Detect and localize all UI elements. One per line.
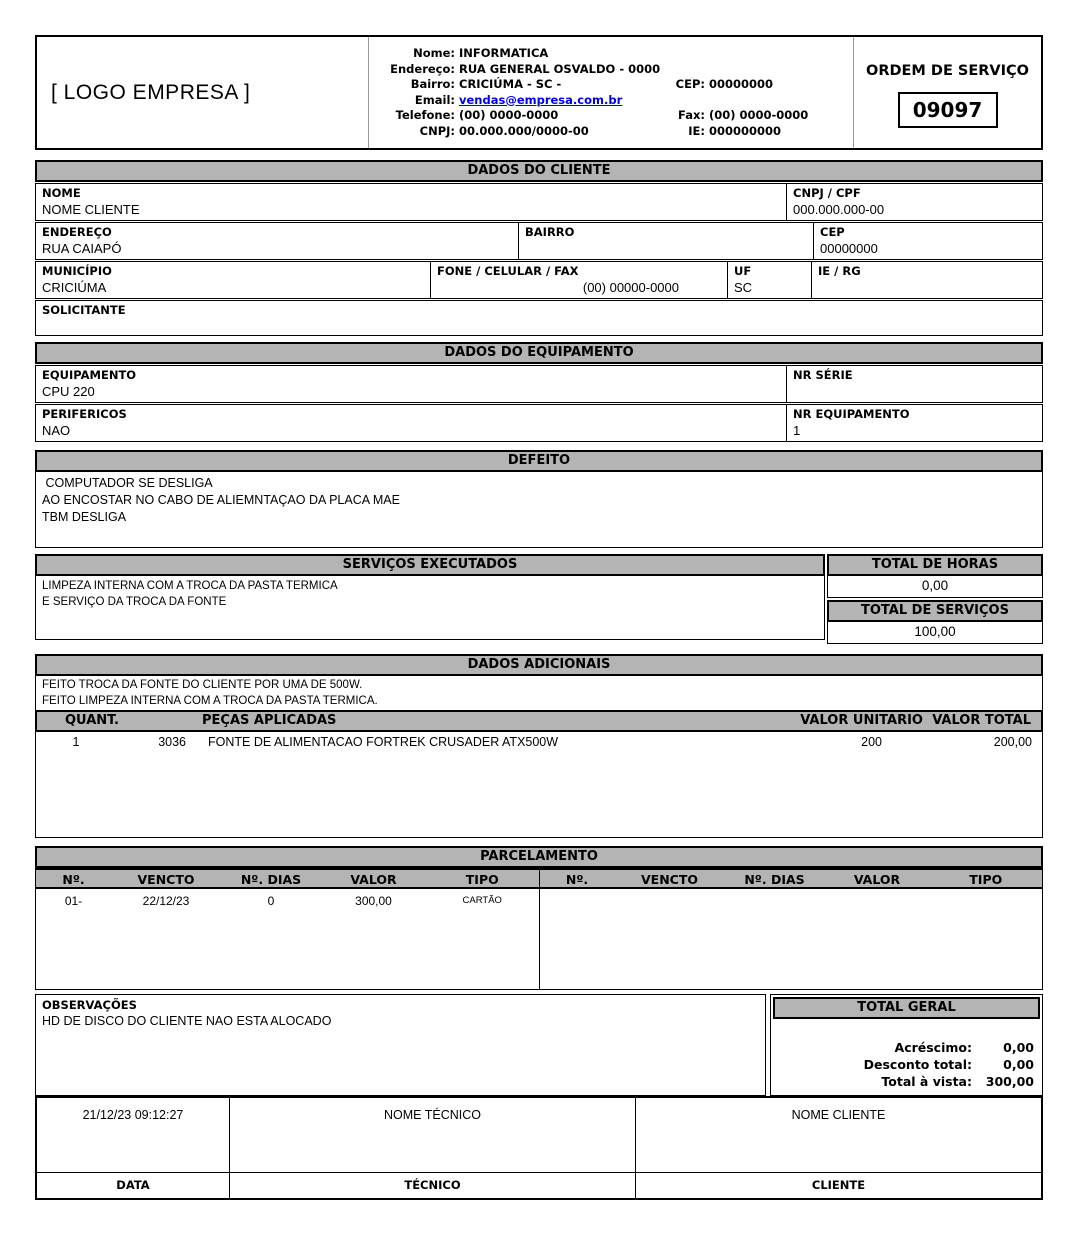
parcelamento-right-headers — [540, 868, 1043, 889]
total-servicos-value: 100,00 — [827, 622, 1043, 644]
acrescimo-value: 0,00 — [1003, 1040, 1034, 1055]
parc-header-num: Nº. — [565, 872, 589, 887]
total-horas-value: 0,00 — [827, 576, 1043, 598]
nr-equipamento-label: NR EQUIPAMENTO — [793, 407, 910, 421]
company-ie-value: 000000000 — [709, 123, 782, 138]
nr-serie-value — [793, 383, 1036, 401]
order-number: 09097 — [898, 92, 998, 128]
servicos-text — [35, 576, 825, 640]
adicionais-line: FEITO TROCA DA FONTE DO CLIENTE POR UMA DE 500W. — [42, 679, 363, 691]
company-logo-text: [ LOGO EMPRESA ] — [51, 80, 251, 104]
acrescimo-row — [773, 1039, 1034, 1056]
company-name-value: INFORMATICA — [459, 46, 549, 60]
equipamento-label: EQUIPAMENTO — [42, 368, 137, 382]
parc-header-dias: Nº. DIAS — [744, 872, 805, 887]
field-equipamento — [36, 366, 786, 402]
peca-valor-unitario: 200 — [861, 735, 882, 749]
servicos-executados — [35, 554, 825, 644]
tecnico-value: NOME TÉCNICO — [384, 1108, 481, 1122]
assinatura-tecnico-col — [229, 1098, 635, 1198]
municipio-label: MUNICÍPIO — [42, 264, 112, 278]
solicitante-value — [42, 318, 1036, 335]
equipamento-row-1 — [35, 365, 1043, 403]
parcelamento-right-half — [539, 868, 1043, 989]
data-label: DATA — [37, 1172, 229, 1198]
uf-label: UF — [734, 264, 752, 278]
header — [35, 35, 1043, 150]
field-solicitante — [36, 301, 1042, 335]
pecas-header-valor-total: VALOR TOTAL — [932, 713, 1031, 728]
fone-label: FONE / CELULAR / FAX — [437, 264, 579, 278]
cliente-row-nome — [35, 183, 1043, 221]
company-phone-row — [375, 108, 847, 124]
peca-descricao: FONTE DE ALIMENTACAO FORTREK CRUSADER ATX500W — [208, 735, 559, 749]
defeito-text — [35, 472, 1043, 548]
parcelamento-row — [36, 889, 539, 989]
section-title-adicionais: DADOS ADICIONAIS — [35, 654, 1043, 676]
company-name-label: Nome: — [413, 46, 455, 60]
section-title-cliente: DADOS DO CLIENTE — [35, 160, 1043, 182]
parcela-dias: 0 — [267, 894, 275, 908]
assinatura-cliente-col — [635, 1098, 1041, 1198]
section-title-parcelamento: PARCELAMENTO — [35, 846, 1043, 868]
nr-equipamento-value: 1 — [793, 423, 801, 438]
assinatura-data-col — [37, 1098, 229, 1198]
parcela-tipo: CARTÃO — [462, 895, 502, 906]
order-header — [854, 37, 1041, 148]
peca-codigo: 3036 — [158, 735, 186, 749]
cnpj-cpf-label: CNPJ / CPF — [793, 186, 861, 200]
company-address-label: Endereço: — [390, 61, 455, 76]
peca-quant: 1 — [72, 735, 80, 749]
company-cep-label: CEP: — [675, 77, 705, 91]
perifericos-label: PERIFERICOS — [42, 407, 127, 421]
uf-value: SC — [734, 280, 753, 295]
adicionais-text — [35, 676, 1043, 710]
nome-value: NOME CLIENTE — [42, 202, 140, 217]
parcelamento-left-half — [36, 868, 539, 989]
cliente-row-solicitante — [35, 300, 1043, 336]
field-cnpj-cpf — [786, 184, 1042, 220]
bairro-value — [525, 240, 807, 258]
field-bairro — [518, 223, 813, 259]
total-horas-title: TOTAL DE HORAS — [827, 554, 1043, 576]
data-value: 21/12/23 09:12:27 — [82, 1108, 184, 1122]
field-ie-rg — [811, 262, 1042, 298]
peca-valor-total: 200,00 — [993, 735, 1032, 749]
endereco-value: RUA CAIAPÓ — [42, 241, 122, 256]
parc-header-dias: Nº. DIAS — [240, 872, 302, 887]
company-name-row — [375, 46, 847, 62]
field-uf — [727, 262, 811, 298]
section-title-servicos: SERVIÇOS EXECUTADOS — [35, 554, 825, 576]
pecas-table-row — [36, 732, 1042, 749]
desconto-row — [773, 1056, 1034, 1073]
observacoes-label: OBSERVAÇÕES — [42, 998, 137, 1012]
observacoes-total-section — [35, 994, 1043, 1096]
parc-header-valor: VALOR — [853, 872, 901, 887]
parc-header-num: Nº. — [62, 872, 85, 887]
cnpj-cpf-value: 000.000.000-00 — [793, 202, 885, 217]
company-district-label: Bairro: — [410, 77, 455, 91]
observacoes-text: HD DE DISCO DO CLIENTE NAO ESTA ALOCADO — [42, 1014, 332, 1028]
company-district-value: CRICIÚMA - SC - — [459, 77, 562, 91]
endereco-label: ENDEREÇO — [42, 225, 112, 239]
field-nome — [36, 184, 786, 220]
total-vista-value: 300,00 — [985, 1074, 1034, 1089]
company-email-row — [375, 93, 847, 109]
equipamento-row-2 — [35, 404, 1043, 442]
total-geral-rows — [773, 1039, 1040, 1093]
company-cep-value: 00000000 — [709, 77, 774, 91]
defeito-line: AO ENCOSTAR NO CABO DE ALIEMNTAÇAO DA PLACA MAE — [42, 493, 400, 507]
company-fax-value: (00) 0000-0000 — [709, 108, 809, 122]
total-servicos-title: TOTAL DE SERVIÇOS — [827, 600, 1043, 622]
fone-value: (00) 00000-0000 — [582, 280, 679, 295]
field-nr-serie — [786, 366, 1042, 402]
defeito-line: TBM DESLIGA — [42, 510, 127, 524]
parcela-valor: 300,00 — [355, 894, 392, 908]
defeito-line: COMPUTADOR SE DESLIGA — [42, 476, 213, 490]
total-vista-row — [773, 1073, 1034, 1090]
parc-header-tipo: TIPO — [969, 872, 1003, 887]
ie-rg-value — [818, 279, 1036, 297]
perifericos-value: NAO — [42, 423, 71, 438]
servicos-section — [35, 554, 1043, 644]
company-address-value: RUA GENERAL OSVALDO - 0000 — [459, 61, 661, 76]
pecas-header-valor-unitario: VALOR UNITARIO — [800, 713, 923, 728]
company-phone-label: Telefone: — [395, 108, 455, 122]
section-title-equipamento: DADOS DO EQUIPAMENTO — [35, 342, 1043, 364]
total-geral-box — [770, 994, 1043, 1096]
totais-servico — [827, 554, 1043, 644]
company-phone-value: (00) 0000-0000 — [459, 108, 559, 122]
parc-header-valor: VALOR — [350, 872, 397, 887]
pecas-body — [35, 732, 1043, 838]
cliente-value: NOME CLIENTE — [791, 1108, 886, 1122]
parcela-num: 01- — [64, 894, 83, 908]
observacoes-box — [35, 994, 766, 1096]
tecnico-label: TÉCNICO — [230, 1172, 635, 1198]
company-email-label: Email: — [414, 92, 455, 107]
assinaturas-table — [35, 1096, 1043, 1200]
parcela-vencto: 22/12/23 — [142, 894, 190, 908]
cliente-row-endereco — [35, 222, 1043, 260]
solicitante-label: SOLICITANTE — [42, 303, 126, 317]
cep-value: 00000000 — [820, 241, 878, 256]
servicos-line: LIMPEZA INTERNA COM A TROCA DA PASTA TERMICA — [42, 580, 338, 592]
cliente-label: CLIENTE — [636, 1172, 1041, 1198]
cliente-row-municipio — [35, 261, 1043, 299]
parcelamento-row-empty — [540, 889, 1043, 989]
field-municipio — [36, 262, 430, 298]
ie-rg-label: IE / RG — [818, 264, 861, 278]
company-cnpj-value: 00.000.000/0000-00 — [459, 123, 589, 138]
desconto-value: 0,00 — [1003, 1057, 1034, 1072]
municipio-value: CRICIÚMA — [42, 280, 107, 295]
bairro-label: BAIRRO — [525, 225, 575, 239]
pecas-header-descricao: PEÇAS APLICADAS — [202, 713, 337, 728]
parcelamento-left-headers — [36, 868, 539, 889]
section-title-defeito: DEFEITO — [35, 450, 1043, 472]
company-ie-label: IE: — [688, 123, 705, 138]
company-district-row — [375, 77, 847, 93]
field-fone — [430, 262, 727, 298]
pecas-header — [35, 710, 1043, 732]
nome-label: NOME — [42, 186, 81, 200]
parcelamento-table — [35, 868, 1043, 990]
company-cnpj-label: CNPJ: — [419, 123, 455, 138]
nr-serie-label: NR SÉRIE — [793, 368, 853, 382]
desconto-label: Desconto total: — [863, 1057, 972, 1072]
company-fax-label: Fax: — [678, 108, 705, 122]
parc-header-tipo: TIPO — [465, 872, 499, 887]
company-email-link[interactable]: vendas@empresa.com.br — [459, 92, 623, 107]
company-cnpj-row — [375, 124, 847, 140]
cep-label: CEP — [820, 225, 845, 239]
equipamento-value: CPU 220 — [42, 384, 95, 399]
field-cep — [813, 223, 1042, 259]
company-info — [369, 37, 854, 148]
servicos-line: E SERVIÇO DA TROCA DA FONTE — [42, 596, 227, 608]
adicionais-line: FEITO LIMPEZA INTERNA COM A TROCA DA PASTA TERMICA. — [42, 695, 378, 707]
field-perifericos — [36, 405, 786, 441]
company-logo — [37, 37, 369, 148]
acrescimo-label: Acréscimo: — [894, 1040, 972, 1055]
pecas-header-quant: QUANT. — [65, 713, 119, 728]
parc-header-vencto: VENCTO — [640, 872, 698, 887]
parc-header-vencto: VENCTO — [137, 872, 195, 887]
order-title: ORDEM DE SERVIÇO — [866, 63, 1029, 79]
total-vista-label: Total à vista: — [881, 1074, 972, 1089]
field-endereco — [36, 223, 518, 259]
company-address-row — [375, 62, 847, 78]
field-nr-equipamento — [786, 405, 1042, 441]
total-geral-title: TOTAL GERAL — [773, 997, 1040, 1019]
